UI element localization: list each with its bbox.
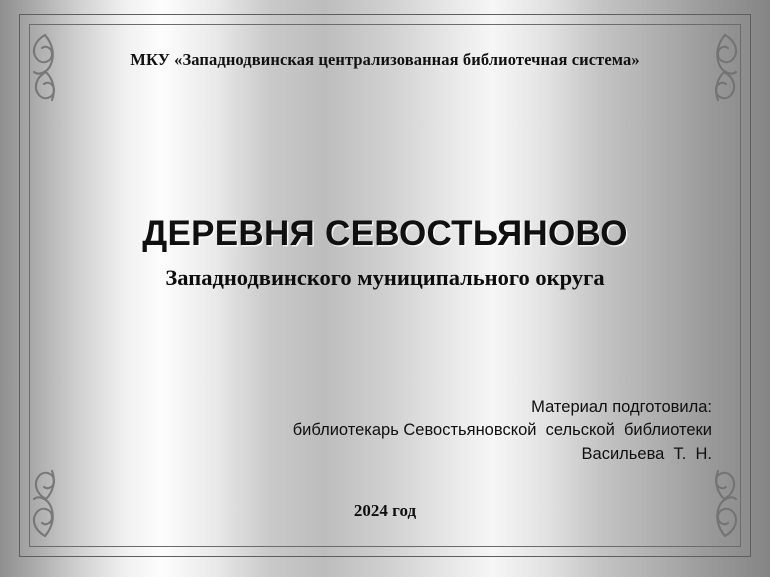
credits-line-3: Васильева Т. Н.	[581, 444, 712, 463]
slide-subtitle: Западнодвинского муниципального округа	[165, 265, 605, 290]
organization-name: МКУ «Западнодвинская централизованная библиотечная система»	[130, 50, 640, 69]
credits-block	[293, 396, 712, 466]
title-block	[40, 214, 730, 291]
credits-line-2: библиотекарь Севостьяновской сельской библиотеки	[292, 421, 712, 440]
slide-content	[40, 24, 730, 547]
slide-title: ДЕРЕВНЯ СЕВОСТЬЯНОВО	[142, 214, 628, 253]
credits-line-1: Материал подготовила:	[531, 398, 712, 416]
slide-year: 2024 год	[353, 501, 417, 520]
